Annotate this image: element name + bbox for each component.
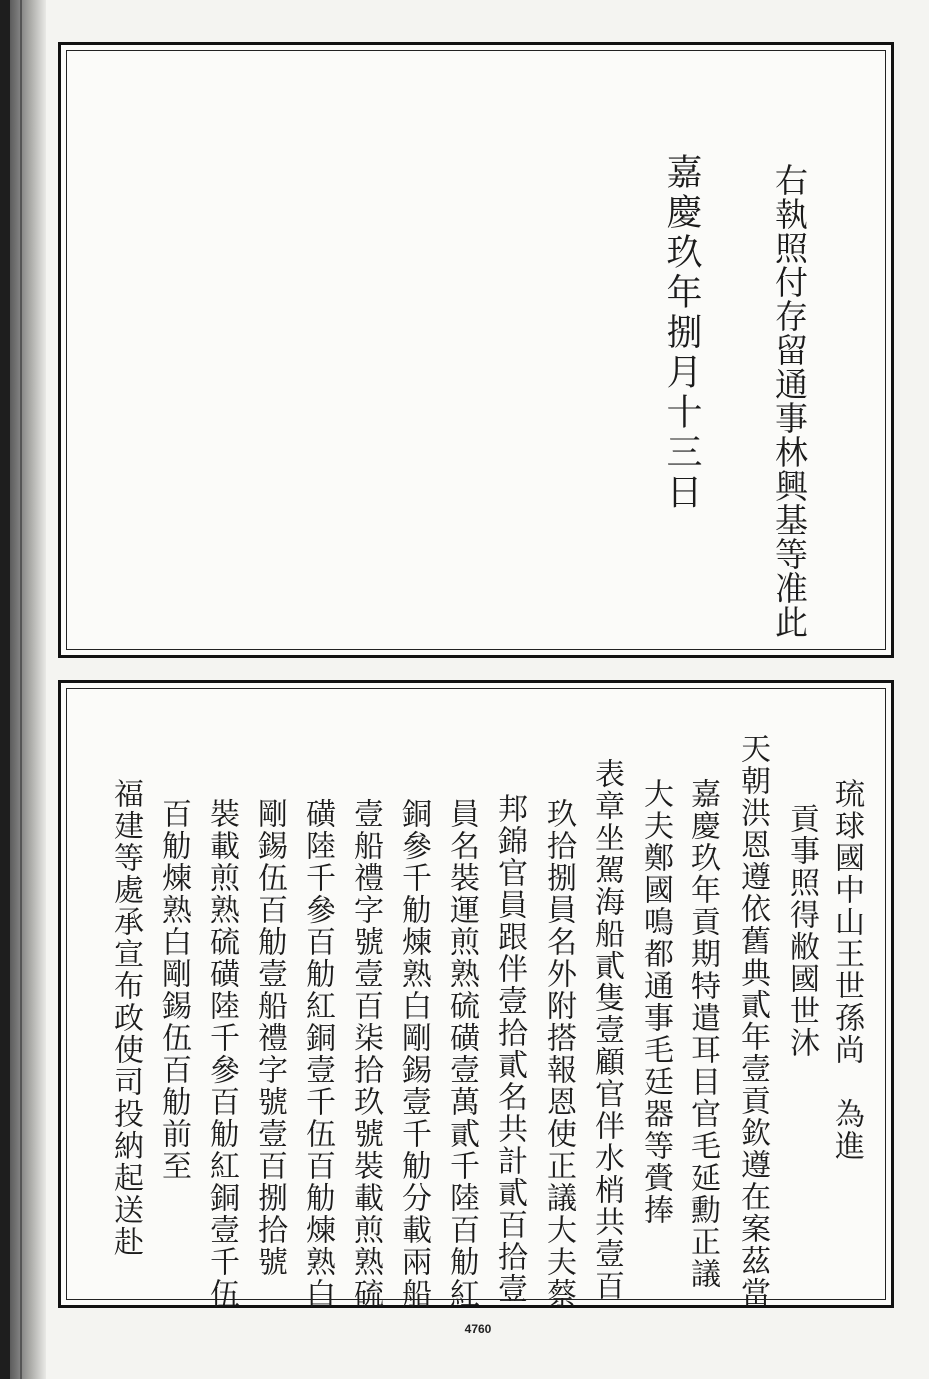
text-column-12: 磺陸千參百觔紅銅壹千伍百觔煉熟白 — [300, 798, 335, 1310]
bottom-document-panel — [58, 680, 894, 1308]
text-column-7: 玖拾捌員名外附搭報恩使正議大夫蔡 — [541, 798, 576, 1310]
text-column-10: 銅參千觔煉熟白剛錫壹千觔分載兩船 — [396, 798, 431, 1310]
text-column-8: 邦錦官員跟伴壹拾貳名共計貳百拾壹 — [492, 793, 527, 1305]
text-column-9: 員名裝運煎熟硫磺壹萬貳千陸百觔紅 — [444, 798, 479, 1310]
text-column-5: 大夫鄭國鳴都通事毛廷器等賫捧 — [638, 778, 673, 1226]
text-column-4: 嘉慶玖年貢期特遣耳目官毛延勳正議 — [685, 778, 720, 1290]
page-edge-line — [20, 0, 22, 1379]
text-column-13: 剛錫伍百觔壹船禮字號壹百捌拾號 — [252, 798, 287, 1278]
text-column-15: 百觔煉熟白剛錫伍百觔前至 — [156, 798, 191, 1182]
text-column-1: 琉球國中山王世孫尚 為進 — [829, 778, 864, 1162]
top-document-panel — [58, 42, 894, 658]
date-line: 嘉慶玖年捌月十三日 — [661, 153, 702, 513]
top-panel-inner-border — [66, 50, 886, 650]
book-spine — [0, 0, 10, 1379]
license-holder-line: 右執照付存留通事林興基等准此 — [770, 163, 809, 639]
text-column-3: 天朝洪恩遵依舊典貳年壹貢欽遵在案茲當 — [735, 733, 770, 1309]
text-column-2: 貢事照得敝國世沐 — [784, 803, 819, 1059]
text-column-14: 裝載煎熟硫磺陸千參百觔紅銅壹千伍 — [204, 798, 239, 1310]
page-number: 4760 — [464, 1322, 492, 1336]
text-column-6: 表章坐駕海船貳隻壹顧官伴水梢共壹百 — [589, 758, 624, 1302]
text-column-16: 福建等處承宣布政使司投納起送赴 — [108, 778, 143, 1258]
text-column-11: 壹船禮字號壹百柒拾玖號裝載煎熟硫 — [348, 798, 383, 1310]
